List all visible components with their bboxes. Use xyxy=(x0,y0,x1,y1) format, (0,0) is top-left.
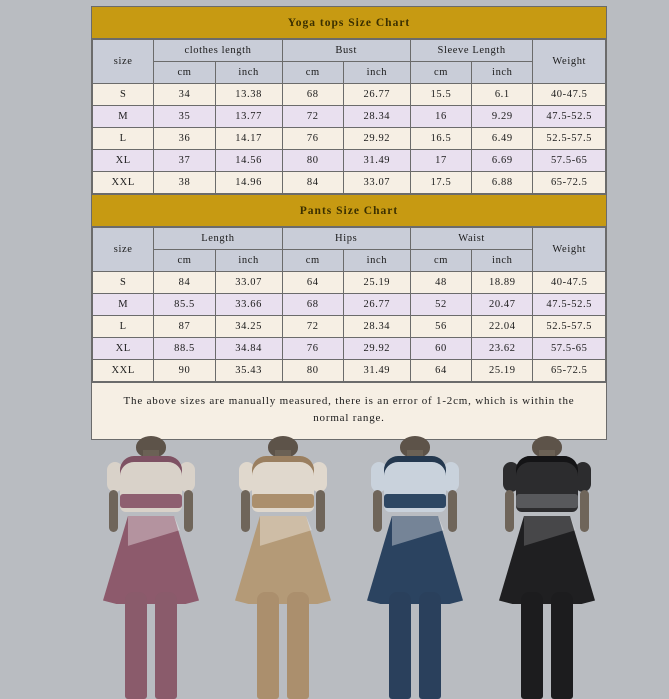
tops-cell: 28.34 xyxy=(343,106,410,128)
pants-cell: 64 xyxy=(282,272,343,294)
tops-header-length: clothes length xyxy=(154,40,282,62)
tops-unit-cell: inch xyxy=(215,62,282,84)
table-row xyxy=(93,84,606,106)
model-legging-right xyxy=(287,592,309,699)
pants-cell: 33.07 xyxy=(215,272,282,294)
pants-cell: 84 xyxy=(154,272,215,294)
tops-cell: 72 xyxy=(282,106,343,128)
model-arm-right xyxy=(448,490,457,532)
pants-cell: 47.5-52.5 xyxy=(533,294,606,316)
pants-cell: 20.47 xyxy=(472,294,533,316)
tops-cell: 57.5-65 xyxy=(533,150,606,172)
model-variant-4 xyxy=(487,432,607,699)
measurement-note: The above sizes are manually measured, there is an error of 1-2cm, which is within the normal range. xyxy=(92,382,606,439)
tops-cell: 6.1 xyxy=(472,84,533,106)
tops-cell: 84 xyxy=(282,172,343,194)
tops-unit-row xyxy=(93,62,606,84)
tops-cell-size: XXL xyxy=(93,172,154,194)
tops-cell: 9.29 xyxy=(472,106,533,128)
pants-header-waist: Waist xyxy=(410,228,533,250)
pants-cell: 34.84 xyxy=(215,338,282,360)
tops-cell: 37 xyxy=(154,150,215,172)
pants-cell: 25.19 xyxy=(472,360,533,382)
tops-cell: 6.49 xyxy=(472,128,533,150)
pants-cell: 28.34 xyxy=(343,316,410,338)
tops-cell: 26.77 xyxy=(343,84,410,106)
pants-cell: 56 xyxy=(410,316,471,338)
pants-header-length: Length xyxy=(154,228,282,250)
pants-cell: 29.92 xyxy=(343,338,410,360)
tops-header-bust: Bust xyxy=(282,40,410,62)
pants-cell: 80 xyxy=(282,360,343,382)
tops-cell: 13.38 xyxy=(215,84,282,106)
model-variant-2 xyxy=(223,432,343,699)
tops-chart-title: Yoga tops Size Chart xyxy=(92,7,606,39)
pants-cell: 64 xyxy=(410,360,471,382)
model-arm-left xyxy=(241,490,250,532)
tops-header-weight: Weight xyxy=(533,40,606,84)
tops-cell-size: M xyxy=(93,106,154,128)
tops-cell: 36 xyxy=(154,128,215,150)
pants-cell: 31.49 xyxy=(343,360,410,382)
tops-cell: 6.88 xyxy=(472,172,533,194)
pants-cell: 57.5-65 xyxy=(533,338,606,360)
tops-cell: 17.5 xyxy=(410,172,471,194)
size-chart-container xyxy=(91,6,607,440)
pants-cell-size: M xyxy=(93,294,154,316)
tops-unit-cell: cm xyxy=(154,62,215,84)
model-legging-right xyxy=(551,592,573,699)
pants-cell: 85.5 xyxy=(154,294,215,316)
tops-cell: 68 xyxy=(282,84,343,106)
tops-unit-cell: cm xyxy=(410,62,471,84)
model-arm-left xyxy=(505,490,514,532)
pants-cell: 26.77 xyxy=(343,294,410,316)
tops-cell-size: S xyxy=(93,84,154,106)
model-arm-right xyxy=(580,490,589,532)
table-row xyxy=(93,294,606,316)
tops-cell-size: XL xyxy=(93,150,154,172)
pants-cell: 33.66 xyxy=(215,294,282,316)
tops-unit-cell: inch xyxy=(472,62,533,84)
pants-cell-size: S xyxy=(93,272,154,294)
pants-header-weight: Weight xyxy=(533,228,606,272)
pants-unit-cell: inch xyxy=(215,250,282,272)
table-row xyxy=(93,172,606,194)
pants-cell: 68 xyxy=(282,294,343,316)
product-color-variants xyxy=(91,432,607,699)
pants-header-row xyxy=(93,228,606,250)
tops-cell: 31.49 xyxy=(343,150,410,172)
pants-size-table xyxy=(92,227,606,382)
pants-cell: 34.25 xyxy=(215,316,282,338)
pants-unit-cell: cm xyxy=(410,250,471,272)
model-variant-3 xyxy=(355,432,475,699)
pants-cell: 52 xyxy=(410,294,471,316)
pants-cell: 52.5-57.5 xyxy=(533,316,606,338)
pants-cell: 88.5 xyxy=(154,338,215,360)
tops-cell: 47.5-52.5 xyxy=(533,106,606,128)
table-row xyxy=(93,128,606,150)
model-waistband xyxy=(252,494,314,508)
pants-cell: 90 xyxy=(154,360,215,382)
tops-cell: 33.07 xyxy=(343,172,410,194)
pants-header-hips: Hips xyxy=(282,228,410,250)
pants-unit-row xyxy=(93,250,606,272)
tops-cell: 14.17 xyxy=(215,128,282,150)
pants-cell: 76 xyxy=(282,338,343,360)
model-waistband xyxy=(120,494,182,508)
pants-cell: 23.62 xyxy=(472,338,533,360)
tops-unit-cell: cm xyxy=(282,62,343,84)
table-row xyxy=(93,272,606,294)
pants-cell: 65-72.5 xyxy=(533,360,606,382)
pants-cell: 40-47.5 xyxy=(533,272,606,294)
pants-cell-size: L xyxy=(93,316,154,338)
tops-cell: 14.56 xyxy=(215,150,282,172)
tops-cell: 80 xyxy=(282,150,343,172)
model-legging-left xyxy=(125,592,147,699)
pants-cell: 60 xyxy=(410,338,471,360)
pants-cell: 22.04 xyxy=(472,316,533,338)
tops-cell-size: L xyxy=(93,128,154,150)
pants-cell: 87 xyxy=(154,316,215,338)
pants-unit-cell: cm xyxy=(282,250,343,272)
tops-header-row xyxy=(93,40,606,62)
tops-cell: 38 xyxy=(154,172,215,194)
table-row xyxy=(93,106,606,128)
model-arm-right xyxy=(316,490,325,532)
model-arm-left xyxy=(373,490,382,532)
model-waistband xyxy=(516,494,578,508)
tops-cell: 13.77 xyxy=(215,106,282,128)
tops-cell: 65-72.5 xyxy=(533,172,606,194)
tops-cell: 29.92 xyxy=(343,128,410,150)
tops-cell: 6.69 xyxy=(472,150,533,172)
tops-cell: 34 xyxy=(154,84,215,106)
table-row xyxy=(93,316,606,338)
tops-cell: 52.5-57.5 xyxy=(533,128,606,150)
table-row xyxy=(93,360,606,382)
table-row xyxy=(93,150,606,172)
tops-unit-cell: inch xyxy=(343,62,410,84)
tops-header-sleeve: Sleeve Length xyxy=(410,40,533,62)
model-legging-left xyxy=(257,592,279,699)
tops-cell: 16 xyxy=(410,106,471,128)
pants-cell: 25.19 xyxy=(343,272,410,294)
model-legging-right xyxy=(419,592,441,699)
model-legging-left xyxy=(521,592,543,699)
pants-unit-cell: inch xyxy=(472,250,533,272)
model-arm-right xyxy=(184,490,193,532)
tops-size-table xyxy=(92,39,606,194)
tops-cell: 14.96 xyxy=(215,172,282,194)
model-variant-1 xyxy=(91,432,211,699)
tops-cell: 17 xyxy=(410,150,471,172)
tops-header-size: size xyxy=(93,40,154,84)
pants-cell: 35.43 xyxy=(215,360,282,382)
tops-cell: 16.5 xyxy=(410,128,471,150)
tops-cell: 76 xyxy=(282,128,343,150)
pants-unit-cell: inch xyxy=(343,250,410,272)
tops-cell: 40-47.5 xyxy=(533,84,606,106)
table-row xyxy=(93,338,606,360)
tops-cell: 35 xyxy=(154,106,215,128)
pants-chart-title: Pants Size Chart xyxy=(92,194,606,227)
pants-cell-size: XL xyxy=(93,338,154,360)
model-legging-left xyxy=(389,592,411,699)
model-arm-left xyxy=(109,490,118,532)
pants-cell: 72 xyxy=(282,316,343,338)
model-waistband xyxy=(384,494,446,508)
pants-cell: 48 xyxy=(410,272,471,294)
tops-cell: 15.5 xyxy=(410,84,471,106)
pants-cell-size: XXL xyxy=(93,360,154,382)
pants-unit-cell: cm xyxy=(154,250,215,272)
pants-header-size: size xyxy=(93,228,154,272)
model-legging-right xyxy=(155,592,177,699)
pants-cell: 18.89 xyxy=(472,272,533,294)
